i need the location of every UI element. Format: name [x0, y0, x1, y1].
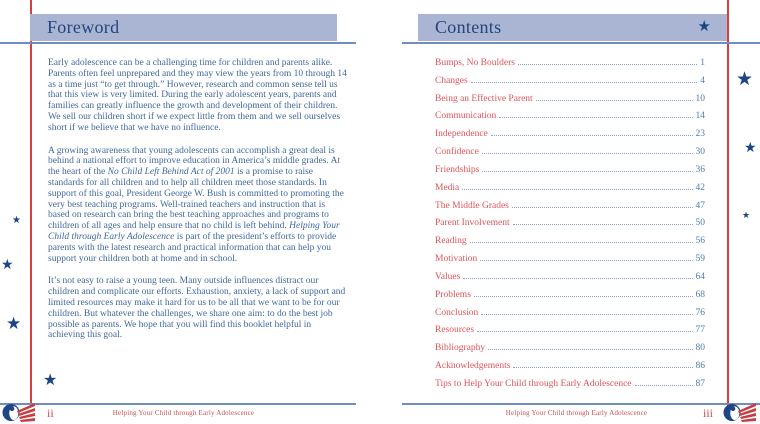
margin-star-icon: ★ [6, 314, 22, 333]
page-number: iii [702, 406, 713, 420]
page-title-contents: Contents [435, 17, 502, 37]
toc-dotted-leader [480, 259, 692, 261]
page-number: ii [47, 406, 54, 420]
toc-dotted-leader [512, 206, 693, 208]
toc-page-number: 77 [695, 325, 705, 336]
toc-dotted-leader [518, 63, 697, 65]
toc-entry [435, 58, 705, 68]
margin-star-icon: ★ [1, 258, 14, 273]
toc-page-number: 64 [695, 271, 705, 282]
toc-page-number: 56 [695, 236, 705, 247]
right-margin-red-rule [727, 0, 729, 407]
toc-entry-label: Reading [435, 236, 467, 247]
toc-page-number: 36 [695, 164, 705, 175]
toc-entry [435, 183, 705, 193]
toc-entry [435, 272, 705, 282]
toc-page-number: 14 [695, 111, 705, 122]
toc-page-number: 68 [695, 289, 705, 300]
foreword-paragraph: Early adolescence can be a challenging time for children and parents alike. Parents often feel unprepared and they may view the years from 10 through 14 as a time just “to get through.” However, research and common sense tell us that this view is very limited. During the early adolescent years, parents and families can greatly influence the growth and development of their children. We sell our children short if we expect little from them and we sell ourselves short if we believe that we have no influence. [48, 58, 347, 133]
toc-page-number: 10 [695, 93, 705, 104]
toc-entry-label: Tips to Help Your Child through Early Adolescence [435, 378, 632, 389]
toc-dotted-leader [481, 313, 692, 315]
toc-page-number: 1 [700, 58, 705, 68]
toc-entry-label: Conclusion [435, 307, 479, 318]
toc-entry-label: Communication [435, 111, 497, 122]
toc-entry-label: Values [435, 271, 461, 282]
toc-entry-label: Friendships [435, 164, 480, 175]
toc-dotted-leader [463, 277, 692, 279]
toc-dotted-leader [471, 81, 698, 83]
page-contents [393, 0, 760, 424]
toc-entry [435, 218, 705, 228]
toc-entry [435, 325, 705, 335]
toc-dotted-leader [635, 384, 693, 386]
toc-dotted-leader [536, 99, 693, 101]
toc-dotted-leader [470, 241, 693, 243]
toc-entry [435, 361, 705, 371]
margin-star-icon: ★ [744, 141, 757, 156]
toc-dotted-leader [513, 366, 692, 368]
toc-entry-label: Confidence [435, 147, 479, 158]
toc-page-number: 23 [695, 129, 705, 140]
foreword-paragraph: It’s not easy to raise a young teen. Many outside influences distract our children and complicate our efforts. Exhaustion, anxiety, a lack of support and limited resources may make it hard for us to be all that we want to be for our children. But whatever the challenges, we share one aim: to do the best job possible as parents. We hope that you will find this booklet helpful in achieving this goal. [48, 276, 346, 341]
foreword-header-banner [30, 14, 337, 41]
toc-page-number: 76 [695, 307, 705, 318]
toc-entry [435, 201, 705, 211]
toc-page-number: 86 [695, 361, 705, 372]
foreword-paragraphs [48, 58, 347, 353]
toc-entry [435, 290, 705, 300]
toc-entry [435, 379, 705, 389]
margin-star-icon: ★ [12, 215, 21, 226]
toc-page-number: 50 [695, 218, 705, 229]
toc-dotted-leader [474, 295, 693, 297]
toc-entry [435, 308, 705, 318]
toc-list [435, 58, 705, 389]
footer-booklet-title: Helping Your Child through Early Adolescence [505, 409, 648, 417]
toc-dotted-leader [491, 134, 693, 136]
toc-entry-label: Resources [435, 325, 475, 336]
toc-page-number: 59 [695, 254, 705, 265]
contents-header-banner [418, 14, 727, 41]
toc-dotted-leader [482, 170, 692, 172]
toc-entry-label: Problems [435, 289, 471, 300]
toc-entry-label: Changes [435, 75, 468, 86]
header-rule [402, 42, 760, 44]
page-foreword [0, 0, 367, 424]
left-margin-red-rule [30, 0, 32, 407]
toc-dotted-leader [482, 152, 693, 154]
toc-dotted-leader [477, 330, 692, 332]
toc-entry-label: Motivation [435, 254, 478, 265]
toc-entry [435, 165, 705, 175]
toc-page-number: 30 [695, 147, 705, 158]
toc-dotted-leader [488, 348, 692, 350]
toc-entry [435, 111, 705, 121]
footer-rule [402, 403, 760, 405]
margin-star-icon: ★ [736, 69, 754, 90]
toc-entry [435, 129, 705, 139]
margin-star-icon: ★ [43, 372, 58, 389]
ed-eagle-flag-logo-icon [723, 402, 757, 422]
toc-dotted-leader [513, 223, 693, 225]
toc-entry [435, 147, 705, 157]
toc-entry [435, 236, 705, 246]
toc-entry-label: Parent Involvement [435, 218, 510, 229]
toc-entry-label: Bumps, No Boulders [435, 58, 515, 68]
toc-dotted-leader [499, 116, 692, 118]
toc-page-number: 4 [700, 75, 705, 86]
toc-page-number: 42 [695, 182, 705, 193]
toc-entry [435, 254, 705, 264]
toc-entry-label: Independence [435, 129, 488, 140]
toc-page-number: 47 [695, 200, 705, 211]
toc-entry [435, 343, 705, 353]
toc-entry-label: Bibliography [435, 343, 486, 354]
toc-entry-label: The Middle Grades [435, 200, 509, 211]
toc-dotted-leader [462, 188, 692, 190]
toc-entry-label: Acknowledgements [435, 361, 511, 372]
footer-booklet-title: Helping Your Child through Early Adolescence [112, 409, 255, 417]
header-rule [0, 42, 356, 44]
toc-entry-label: Media [435, 182, 460, 193]
toc-entry-label: Being an Effective Parent [435, 93, 533, 104]
toc-page-number: 80 [695, 343, 705, 354]
footer-rule [0, 403, 356, 405]
toc-entry [435, 94, 705, 104]
toc-page-number: 87 [695, 378, 705, 389]
toc-entry [435, 76, 705, 86]
ed-eagle-flag-logo-icon [2, 402, 36, 422]
page-title-foreword: Foreword [47, 17, 120, 37]
foreword-paragraph: A growing awareness that young adolescents can accomplish a great deal is behind a national effort to improve education in America’s middle grades. At the heart of the No Child Left Behind Act of 2001 is a promise to raise standards for all children and to help all children meet those standards. In support of this goal, President George W. Bush is committed to promoting the very best teaching programs. Well-trained teachers and instruction that is based on research can bring the best teaching approaches and programs to children of all ages and help ensure that no child is left behind. Helping Your Child through Early Adolescence is part of the president’s efforts to provide parents with the latest research and practical information that can help you support your children both at home and in school. [48, 145, 344, 264]
margin-star-icon: ★ [742, 210, 751, 220]
banner-star-icon: ★ [697, 19, 711, 35]
